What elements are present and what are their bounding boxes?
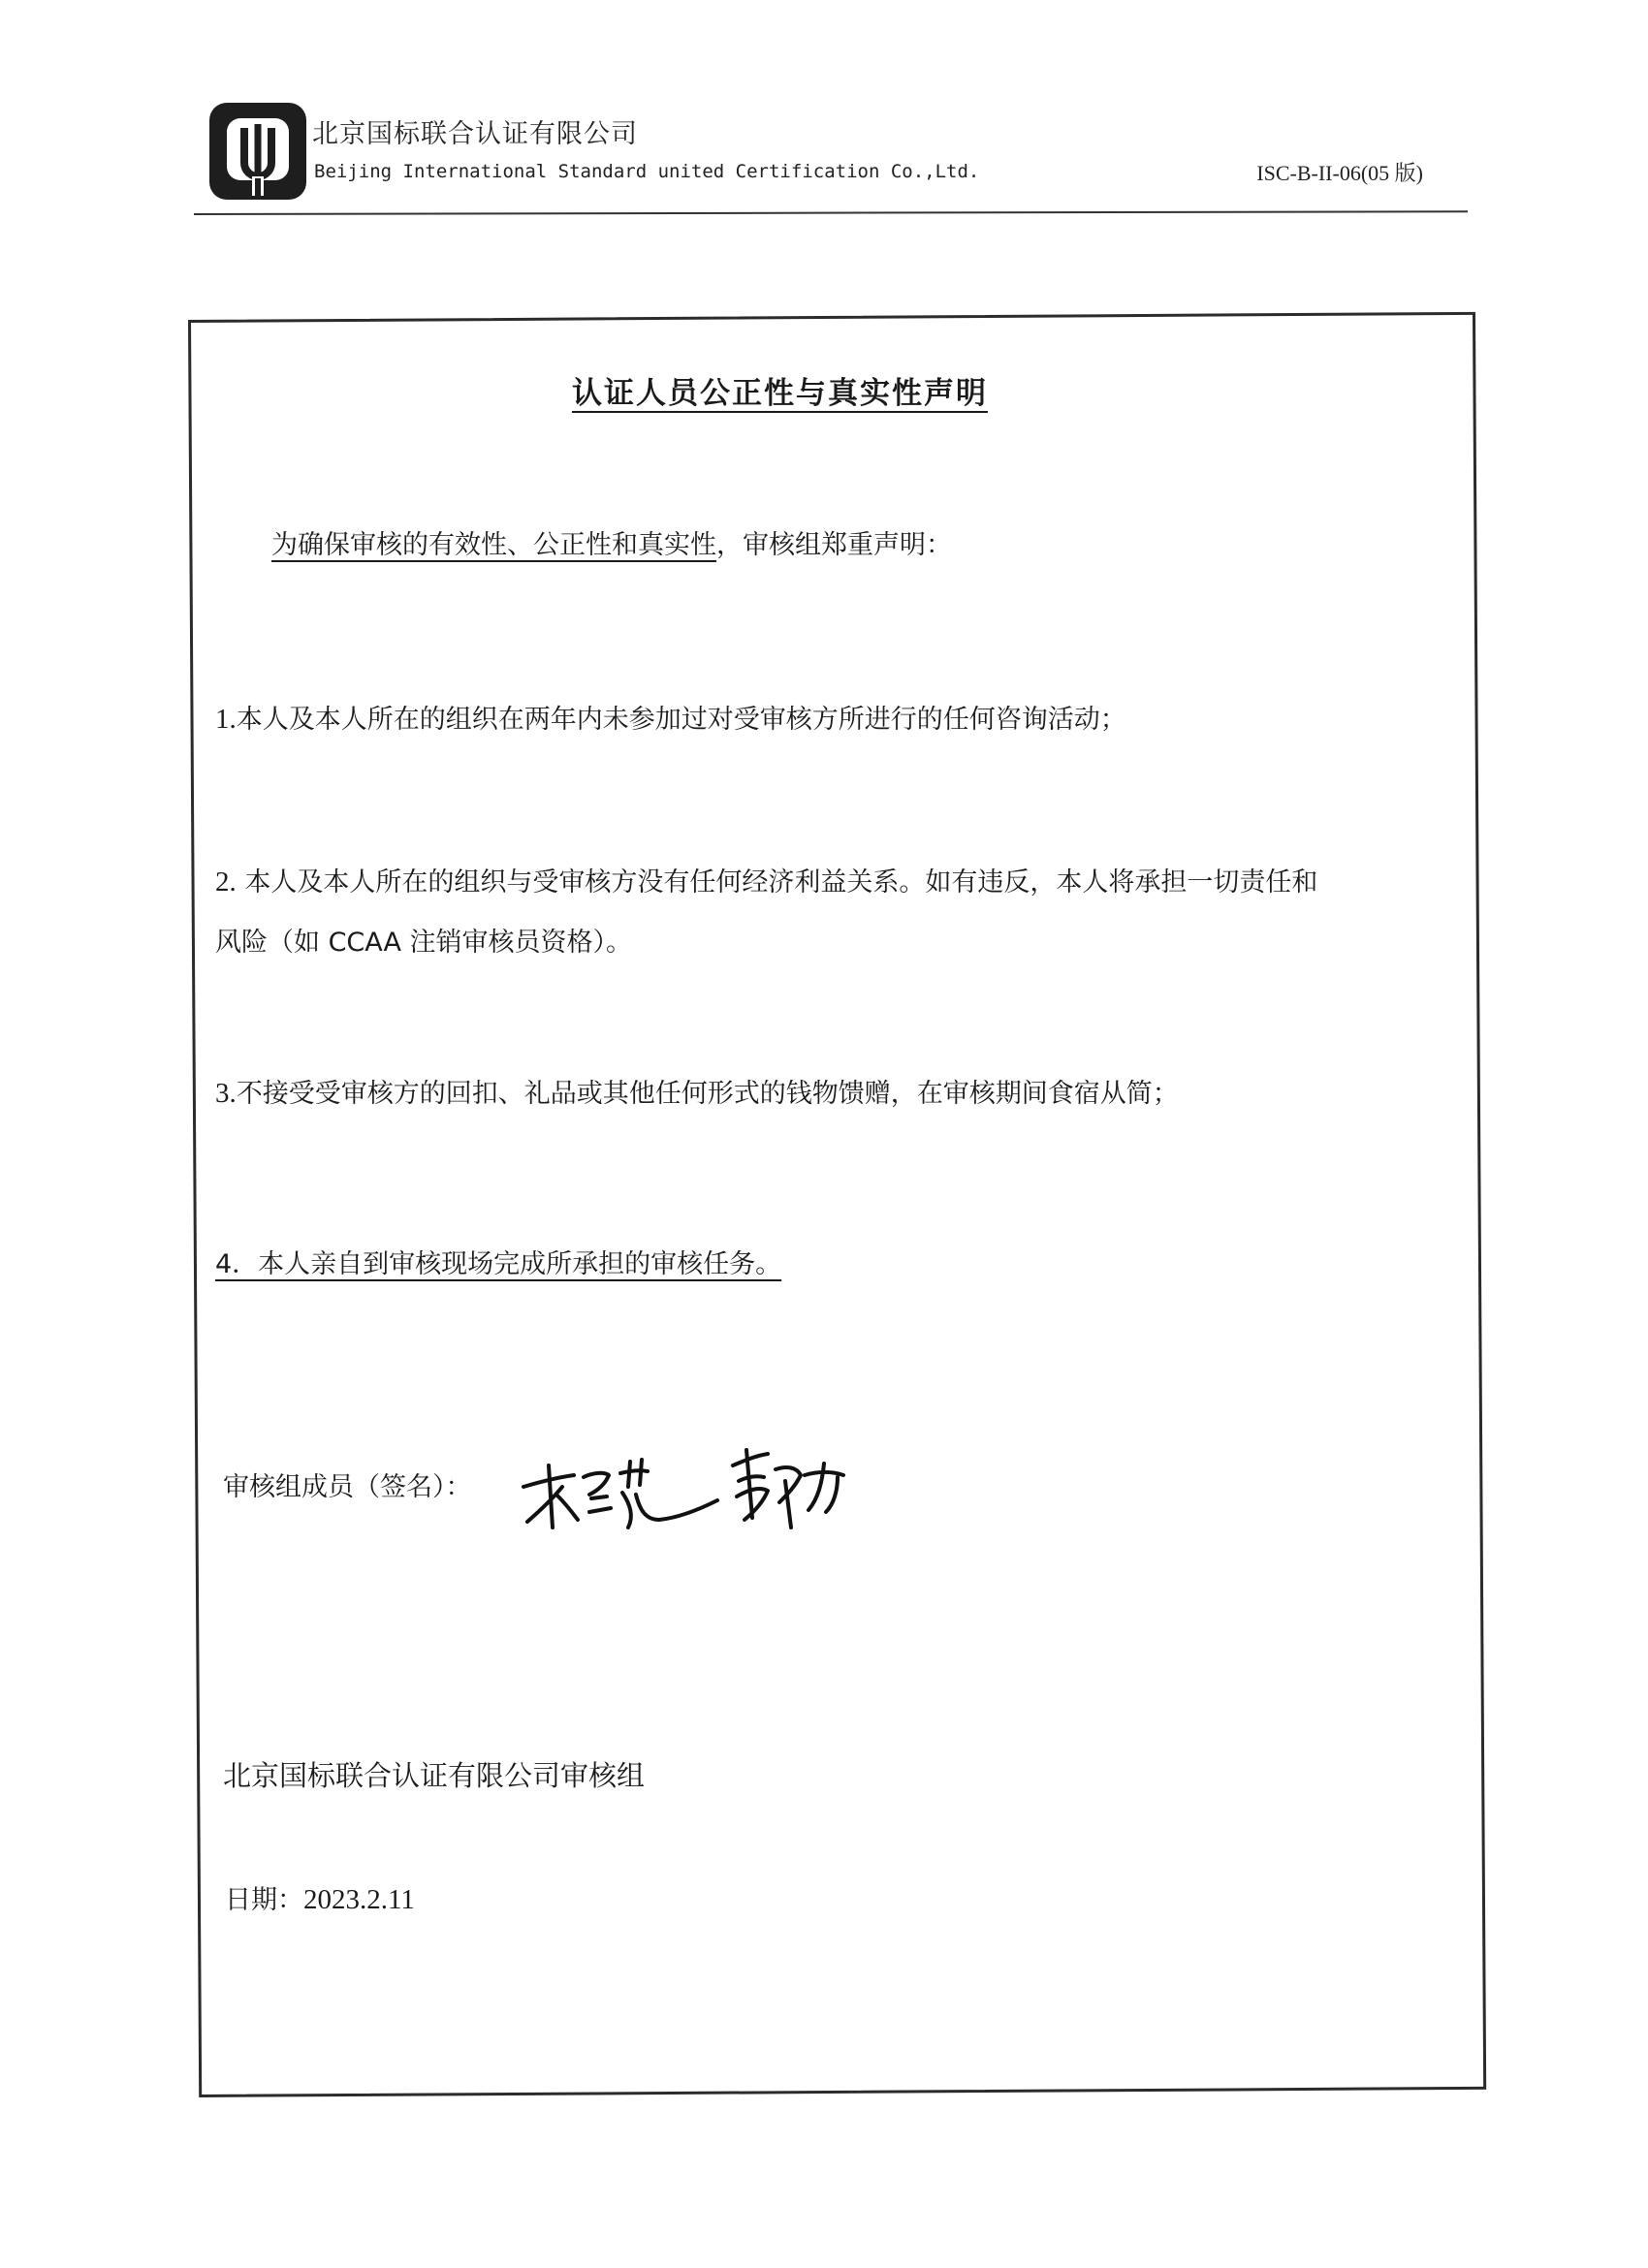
clause-4: 4．本人亲自到审核现场完成所承担的审核任务。 [215,1249,782,1279]
clause-text: 本人及本人所在的组织在两年内未参加过对受审核方所进行的任何咨询活动； [236,705,1126,735]
clause-number: 2. [215,866,237,898]
company-name-chinese: 北京国标联合认证有限公司 [312,119,638,149]
clause-2-line-1 [215,861,1317,898]
document-title: 认证人员公正性与真实性声明 [572,376,988,411]
audit-team-organization: 北京国标联合认证有限公司审核组 [223,1759,646,1792]
clause-number: 3. [215,1078,237,1109]
clause-number: 1. [215,704,237,735]
clause-1 [215,698,1126,736]
clause-2-line-2: 风险（如 CCAA 注销审核员资格）。 [215,928,633,958]
date-line [225,1878,415,1916]
clause-text: 本人及本人所在的组织与受审核方没有任何经济利益关系。如有违反，本人将承担一切责任和 [236,867,1318,898]
company-name-english: Beijing International Standard united Certification Co.,Ltd. [314,161,980,182]
intro-underlined: 为确保审核的有效性、公正性和真实性 [271,530,716,560]
date-value: 2023.2.11 [303,1884,415,1915]
form-code: ISC-B-II-06(05 版) [1256,161,1423,185]
handwritten-signatures [514,1427,853,1553]
clause-text: 不接受受审核方的回扣、礼品或其他任何形式的钱物馈赠，在审核期间食宿从简； [236,1079,1179,1109]
clause-3 [215,1072,1179,1110]
intro-rest: ，审核组郑重声明： [716,530,952,560]
date-label: 日期： [225,1885,303,1915]
intro-paragraph [271,523,952,561]
signature-label: 审核组成员（签名）： [223,1472,472,1502]
